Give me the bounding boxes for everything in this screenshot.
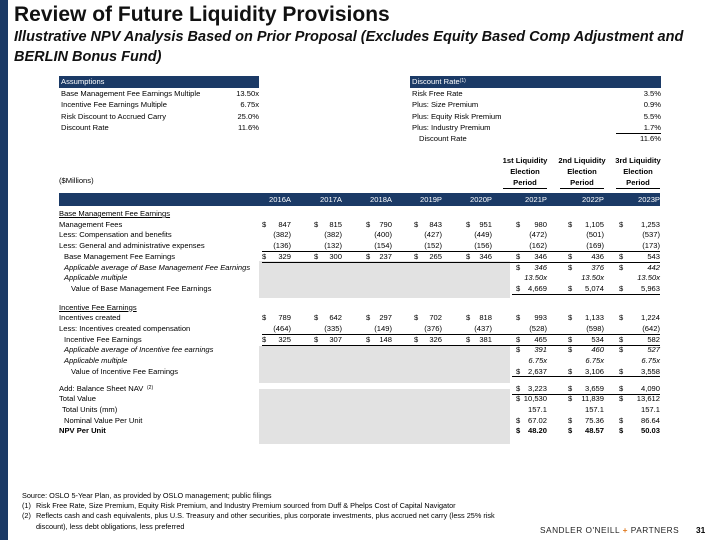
row-value: 157.1	[640, 404, 660, 414]
election-header-line: Period	[570, 178, 594, 187]
row-label: Applicable multiple	[64, 356, 128, 366]
discount-rate-value: 5.5%	[643, 111, 661, 121]
assumption-value: 13.50x	[236, 89, 259, 98]
subtotal-line	[512, 294, 660, 295]
election-header-line: 1st Liquidity	[502, 156, 548, 165]
row-value: 3,106	[584, 366, 604, 376]
footnote-text: Risk Free Rate, Size Premium, Equity Risk Premium, and Industry Premium sourced from Duff & Phelps Cost of Capital Navigator	[36, 501, 456, 511]
dollar-sign: $	[516, 426, 521, 436]
dollar-sign: $	[366, 313, 371, 323]
row-value: 326	[429, 334, 442, 344]
assumption-value: 25.0%	[237, 111, 259, 121]
table-row	[59, 356, 660, 367]
table-row	[59, 252, 660, 263]
dollar-sign: $	[516, 283, 521, 293]
dollar-sign: $	[366, 219, 371, 229]
row-value: 818	[479, 313, 492, 323]
dollar-sign: $	[466, 251, 471, 261]
row-value: (152)	[424, 241, 442, 251]
table-row	[59, 335, 660, 346]
subtotal-line	[262, 262, 660, 263]
dollar-sign: $	[568, 415, 573, 425]
row-value: 67.02	[527, 415, 547, 425]
row-label: Applicable multiple	[64, 273, 128, 283]
row-value: 1,224	[640, 313, 660, 323]
company-logo	[540, 525, 679, 535]
row-value: (335)	[324, 324, 342, 333]
row-label: Value of Base Management Fee Earnings	[71, 283, 212, 293]
assumption-label: Base Management Fee Earnings Multiple	[61, 89, 201, 98]
election-header-underline	[560, 188, 604, 189]
row-value: 148	[379, 334, 392, 344]
dollar-sign: $	[516, 313, 521, 323]
row-value: 48.57	[584, 426, 604, 436]
row-value: 297	[379, 313, 392, 323]
dollar-sign: $	[262, 334, 267, 344]
row-label: Total Units (mm)	[62, 404, 118, 414]
row-label: Base Management Fee Earnings	[64, 251, 176, 261]
discount-rate-box	[410, 76, 661, 144]
logo-left-text: SANDLER O'NEILL	[540, 525, 620, 535]
row-value: (537)	[642, 230, 660, 240]
discount-rate-footnote-ref: (1)	[459, 78, 466, 84]
row-label: NPV Per Unit	[59, 426, 106, 436]
dollar-sign: $	[516, 262, 521, 272]
assumption-value: 11.6%	[238, 122, 259, 132]
row-value: 790	[379, 219, 392, 229]
row-value: (376)	[424, 324, 442, 333]
footnote-text: Reflects cash and cash equivalents, plus U.S. Treasury and other securities, plus corporate investments, plus accrued net carry (less 25% risk discount), less debt obligations, less preferred	[36, 511, 495, 531]
dollar-sign: $	[568, 383, 573, 393]
discount-rate-total-label: Discount Rate	[419, 134, 467, 144]
election-header-line: Period	[626, 178, 650, 187]
row-value: 815	[329, 219, 342, 229]
row-label: Nominal Value Per Unit	[64, 415, 143, 425]
dollar-sign: $	[568, 262, 573, 272]
row-value: 391	[534, 345, 547, 355]
table-row	[59, 263, 660, 274]
row-value: 993	[534, 313, 547, 323]
row-label: Incentive Fee Earnings	[59, 302, 137, 312]
row-value: (464)	[273, 324, 291, 333]
row-value: 157.1	[584, 404, 604, 414]
year-header-bar	[59, 193, 660, 206]
discount-rate-row	[410, 111, 661, 122]
dollar-sign: $	[568, 251, 573, 261]
dollar-sign: $	[516, 394, 521, 404]
row-value: 265	[429, 251, 442, 261]
subtotal-line	[262, 334, 660, 335]
discount-rate-row	[410, 122, 661, 133]
table-row	[59, 394, 660, 405]
dollar-sign: $	[314, 219, 319, 229]
discount-rate-label: Risk Free Rate	[412, 89, 463, 98]
logo-plus-mark: +	[622, 525, 628, 535]
dollar-sign: $	[568, 426, 573, 436]
dollar-sign: $	[619, 219, 624, 229]
row-value: (449)	[474, 230, 492, 240]
table-row	[59, 405, 660, 416]
row-value: 527	[647, 345, 660, 355]
dollar-sign: $	[568, 334, 573, 344]
row-value: 346	[479, 251, 492, 261]
dollar-sign: $	[619, 313, 624, 323]
discount-rate-value: 0.9%	[643, 100, 661, 110]
row-value: 13,612	[636, 394, 660, 404]
row-label: Total Value	[59, 394, 97, 404]
dollar-sign: $	[314, 334, 319, 344]
election-header-line: Election	[623, 167, 653, 176]
row-value: (427)	[424, 230, 442, 240]
row-value: 86.64	[640, 415, 660, 425]
dollar-sign: $	[262, 313, 267, 323]
table-row	[59, 220, 660, 231]
row-value: 951	[479, 219, 492, 229]
row-label: Incentives created	[59, 313, 121, 323]
left-accent-bar	[0, 0, 8, 540]
row-label: Management Fees	[59, 219, 123, 229]
dollar-sign: $	[619, 415, 624, 425]
dollar-sign: $	[516, 334, 521, 344]
dollar-sign: $	[366, 334, 371, 344]
dollar-sign: $	[568, 313, 573, 323]
row-value: 11,839	[581, 394, 604, 404]
year-header: 2017A	[320, 195, 342, 204]
discount-rate-label: Plus: Size Premium	[412, 100, 479, 110]
section-header-bmf	[59, 209, 660, 220]
row-value: 1,133	[584, 313, 604, 323]
section-header-inc	[59, 303, 660, 314]
assumption-label: Risk Discount to Accrued Carry	[61, 111, 167, 121]
year-header: 2022P	[582, 195, 604, 204]
dollar-sign: $	[516, 383, 521, 393]
row-value: (598)	[586, 324, 604, 333]
discount-rate-value: 3.5%	[643, 89, 661, 98]
discount-rate-rows	[410, 88, 661, 133]
subtotal-line	[512, 376, 660, 377]
dollar-sign: $	[466, 334, 471, 344]
election-header-line: Period	[513, 178, 537, 187]
row-value: 642	[329, 313, 342, 323]
table-row	[59, 384, 660, 395]
assumption-row	[59, 88, 259, 99]
row-value: (156)	[474, 241, 492, 251]
dollar-sign: $	[619, 334, 624, 344]
footnote	[22, 511, 522, 531]
year-header: 2023P	[638, 195, 660, 204]
dollar-sign: $	[516, 219, 521, 229]
assumption-row	[59, 111, 259, 122]
dollar-sign: $	[619, 251, 624, 261]
row-value: 2,637	[527, 366, 547, 376]
dollar-sign: $	[466, 219, 471, 229]
assumption-row	[59, 99, 259, 110]
row-value: (154)	[374, 241, 392, 251]
dollar-sign: $	[516, 415, 521, 425]
row-value: (149)	[374, 324, 392, 333]
election-header-underline	[616, 188, 660, 189]
page-title: Review of Future Liquidity Provisions	[14, 3, 390, 26]
row-value: 436	[591, 251, 604, 261]
page-subtitle: Illustrative NPV Analysis Based on Prior Proposal (Excludes Equity Based Comp Adjustment and BERLIN Bonus Fund)	[14, 29, 684, 65]
dollar-sign: $	[619, 426, 624, 436]
row-value: 702	[429, 313, 442, 323]
row-value: 329	[278, 251, 291, 261]
discount-rate-sum-line	[616, 133, 661, 134]
row-value: 1,105	[584, 219, 604, 229]
election-header-underline	[503, 188, 547, 189]
footnotes	[22, 491, 522, 532]
row-value: 48.20	[527, 426, 547, 436]
row-value: (169)	[586, 241, 604, 251]
row-value: (382)	[324, 230, 342, 240]
row-value: 5,074	[584, 283, 604, 293]
year-header: 2020P	[470, 195, 492, 204]
dollar-sign: $	[568, 219, 573, 229]
dollar-sign: $	[619, 345, 624, 355]
dollar-sign: $	[619, 283, 624, 293]
subtotal-line	[262, 251, 660, 252]
row-value: 75.36	[584, 415, 604, 425]
discount-rate-row	[410, 99, 661, 110]
row-label: Less: Incentives created compensation	[59, 324, 191, 333]
dollar-sign: $	[262, 251, 267, 261]
row-value: 376	[591, 262, 604, 272]
assumption-label: Discount Rate	[61, 122, 109, 132]
subtotal-line	[512, 394, 660, 395]
election-header	[552, 155, 612, 188]
row-value: 346	[534, 251, 547, 261]
row-value: 13.50x	[581, 273, 604, 283]
row-value: 460	[591, 345, 604, 355]
dollar-sign: $	[619, 262, 624, 272]
row-value: 4,669	[527, 283, 547, 293]
table-row	[59, 345, 660, 356]
row-label: Less: General and administrative expenses	[59, 241, 205, 251]
row-value: (173)	[642, 241, 660, 251]
dollar-sign: $	[568, 283, 573, 293]
row-label: Applicable average of Incentive fee earnings	[64, 345, 214, 355]
table-row	[59, 426, 660, 437]
year-header: 2021P	[525, 195, 547, 204]
table-row	[59, 324, 660, 335]
discount-rate-header	[410, 76, 661, 88]
assumptions-box	[59, 76, 259, 133]
row-label: Incentive Fee Earnings	[64, 334, 142, 344]
row-label: Base Management Fee Earnings	[59, 209, 171, 218]
row-value: 843	[429, 219, 442, 229]
discount-rate-label: Plus: Equity Risk Premium	[412, 111, 502, 121]
row-value: (642)	[642, 324, 660, 333]
table-row	[59, 313, 660, 324]
row-value: (472)	[529, 230, 547, 240]
assumptions-header: Assumptions	[59, 76, 259, 88]
assumption-value: 6.75x	[240, 100, 259, 110]
footnote-number: (1)	[22, 501, 31, 511]
subtotal-line	[262, 345, 660, 346]
row-label: Value of Incentive Fee Earnings	[71, 366, 179, 376]
discount-rate-total-row	[410, 133, 661, 144]
assumption-label: Incentive Fee Earnings Multiple	[61, 100, 167, 110]
row-value: 534	[591, 334, 604, 344]
dollar-sign: $	[568, 394, 573, 404]
footnote-list	[22, 501, 522, 532]
election-header-line: 3rd Liquidity	[615, 156, 661, 165]
row-label: Applicable average of Base Management Fee Earnings	[64, 262, 251, 272]
election-header	[495, 155, 555, 188]
row-value: 5,963	[640, 283, 660, 293]
dollar-sign: $	[466, 313, 471, 323]
dollar-sign: $	[516, 345, 521, 355]
row-value: 6.75x	[641, 356, 660, 366]
footnote	[22, 501, 522, 511]
election-header-line: Election	[567, 167, 597, 176]
row-footnote-ref: (2)	[147, 384, 154, 391]
discount-rate-row	[410, 88, 661, 99]
row-value: 307	[329, 334, 342, 344]
dollar-sign: $	[619, 366, 624, 376]
row-value: 13.50x	[524, 273, 547, 283]
row-value: (400)	[374, 230, 392, 240]
year-header: 2016A	[269, 195, 291, 204]
row-value: 325	[278, 334, 291, 344]
row-value: 789	[278, 313, 291, 323]
dollar-sign: $	[366, 251, 371, 261]
row-value: 50.03	[640, 426, 660, 436]
logo-right-text: PARTNERS	[630, 525, 680, 535]
election-header-line: Election	[510, 167, 540, 176]
row-value: 847	[278, 219, 291, 229]
row-value: 381	[479, 334, 492, 344]
table-row	[59, 273, 660, 284]
footnote-number: (2)	[22, 511, 31, 521]
year-header: 2019P	[420, 195, 442, 204]
table-row	[59, 416, 660, 427]
row-value: 13.50x	[637, 273, 660, 283]
dollar-sign: $	[414, 251, 419, 261]
dollar-sign: $	[516, 366, 521, 376]
dollar-sign: $	[414, 219, 419, 229]
dollar-sign: $	[516, 251, 521, 261]
discount-rate-header-label: Discount Rate	[412, 77, 460, 86]
dollar-sign: $	[414, 313, 419, 323]
row-value: (501)	[586, 230, 604, 240]
row-value: 3,659	[584, 383, 604, 393]
dollar-sign: $	[414, 334, 419, 344]
discount-rate-label: Plus: Industry Premium	[412, 122, 491, 132]
source-note: Source: OSLO 5-Year Plan, as provided by OSLO management; public filings	[22, 491, 272, 500]
row-value: 10,530	[523, 394, 547, 404]
election-header-line: 2nd Liquidity	[558, 156, 606, 165]
row-value: (382)	[273, 230, 291, 240]
row-value: (528)	[529, 324, 547, 333]
dollar-sign: $	[619, 383, 624, 393]
dollar-sign: $	[568, 345, 573, 355]
discount-rate-value: 1.7%	[643, 122, 661, 132]
discount-rate-total-value: 11.6%	[640, 134, 661, 144]
row-label: Add: Balance Sheet NAV	[59, 383, 144, 393]
row-value: 300	[329, 251, 342, 261]
row-value: 346	[534, 262, 547, 272]
row-value: 3,558	[640, 366, 660, 376]
row-value: 4,090	[640, 383, 660, 393]
row-value: 543	[647, 251, 660, 261]
row-value: (136)	[273, 241, 291, 251]
row-value: 465	[534, 334, 547, 344]
assumption-row	[59, 122, 259, 133]
row-value: 6.75x	[528, 356, 547, 366]
table-row	[59, 241, 660, 252]
row-value: 442	[647, 262, 660, 272]
row-value: 6.75x	[585, 356, 604, 366]
row-value: 237	[379, 251, 392, 261]
row-value: 1,253	[640, 219, 660, 229]
election-header	[608, 155, 668, 188]
row-value: 3,223	[527, 383, 547, 393]
dollar-sign: $	[619, 394, 624, 404]
page-number: 31	[696, 525, 706, 535]
row-value: 980	[534, 219, 547, 229]
dollar-sign: $	[314, 251, 319, 261]
row-label: Less: Compensation and benefits	[59, 230, 172, 240]
units-label: ($Millions)	[59, 176, 94, 185]
row-value: 157.1	[527, 404, 547, 414]
dollar-sign: $	[568, 366, 573, 376]
row-value: (132)	[324, 241, 342, 251]
table-row	[59, 230, 660, 241]
row-value: 582	[647, 334, 660, 344]
row-value: (162)	[529, 241, 547, 251]
dollar-sign: $	[314, 313, 319, 323]
row-value: (437)	[474, 324, 492, 333]
year-header: 2018A	[370, 195, 392, 204]
assumptions-rows	[59, 88, 259, 133]
dollar-sign: $	[262, 219, 267, 229]
